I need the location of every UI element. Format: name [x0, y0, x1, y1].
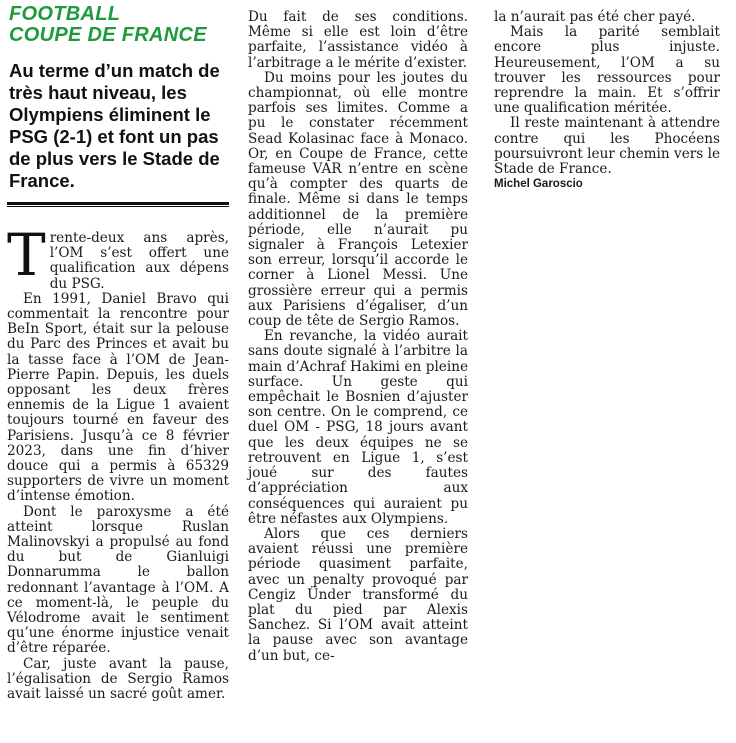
paragraph-11: Il reste maintenant à attendre contre qui les Phocéens poursuivront leur chemin vers le Stade de France. — [494, 115, 720, 178]
paragraph-6: Du moins pour les joutes du championnat, où elle montre parfois ses limites. Comme a pu le constater récemment Sead Kolasinac face à Monaco. Or, en Coupe de France, cette fameuse VAR n’entre en scène qu’à compter des quarts de finale. Même si dans le temps additionnel de la première période, elle n’aurait pu signaler à François Letexier son erreur, lorsqu’il accorde le corner à Lionel Messi. Une grossière erreur qui a permis aux Parisiens d’égaliser, d’un coup de tête de Sergio Ramos. — [248, 69, 468, 330]
author-signature: Michel Garoscio — [494, 178, 583, 191]
paragraph-4: Car, juste avant la pause, l’égalisation de Sergio Ramos avait laissé un sacré goût amer. — [7, 655, 229, 703]
paragraph-8: Alors que ces derniers avaient réussi une première période quasiment parfaite, avec un penalty provoqué par Cengiz Ünder transformé du plat du pied par Alexis Sanchez. Si l’OM avait atteint la pause avec son avantage d’un but, ce- — [248, 525, 468, 664]
drop-cap: T — [7, 221, 46, 289]
paragraph-7: En revanche, la vidéo aurait sans doute signalé à l’arbitre la main d’Achraf Hakimi en pleine surface. Un geste qui empêchait le Bosnien d’ajuster son centre. On le comprend, ce duel OM - PSG, 18 jours avant que les deux équipes ne se retrouvent en Ligue 1, s’est joué sur des fautes d’appréciation aux conséquences qui auraient pu être néfastes aux Olympiens. — [248, 328, 468, 527]
article-body-col2 — [248, 10, 468, 664]
column-2 — [248, 0, 468, 664]
paragraph-2: En 1991, Daniel Bravo qui commentait la rencontre pour BeIn Sport, était sur la pelouse du Parc des Princes et avait bu la tasse face à l’OM de Jean-Pierre Papin. Depuis, les duels opposant les deux frères ennemis de la Ligue 1 avaient toujours tourné en faveur des Parisiens. Jusqu’à ce 8 février 2023, dans une fin d’hiver douce qui a permis à 65329 supporters de vivre un moment d’intense émotion. — [7, 290, 229, 505]
kicker-line-1: FOOTBALL — [9, 3, 121, 25]
paragraph-1 — [7, 221, 229, 292]
article-body-col3 — [494, 10, 720, 177]
article-body-col1 — [7, 221, 229, 703]
paragraph-1-text: rente-deux ans après, l’OM s’est offert une qualification aux dépens du PSG. — [49, 230, 229, 292]
paragraph-3: Dont le paroxysme a été atteint lorsque Ruslan Malinovskyi a propulsé au fond du but de Gianluigi Donnarumma le ballon redonnant l’avantage à l’OM. A ce moment-là, le peuple du Vélodrome avait le sentiment qu’une énorme injustice venait d’être réparée. — [7, 503, 229, 657]
article-headline: Au terme d’un match de très haut niveau, les Olympiens éliminent le PSG (2-1) et font un pas de plus vers le Stade de France. — [9, 60, 220, 191]
headline-divider-thin — [7, 206, 229, 207]
paragraph-5: Du fait de ses conditions. Même si elle est loin d’être parfaite, l’assistance vidéo à l’arbitrage a le mérite d’exister. — [248, 9, 468, 71]
column-1 — [7, 0, 229, 702]
column-3 — [494, 0, 720, 190]
paragraph-10: Mais la parité semblait encore plus injuste. Heureusement, l’OM a su trouver les ressources pour reprendre la main. Et s’offrir une qualification méritée. — [494, 24, 720, 117]
section-kicker — [9, 4, 229, 46]
headline-divider — [7, 202, 229, 205]
paragraph-9: la n’aurait pas été cher payé. — [494, 9, 696, 25]
kicker-line-2: COUPE DE FRANCE — [9, 24, 207, 46]
